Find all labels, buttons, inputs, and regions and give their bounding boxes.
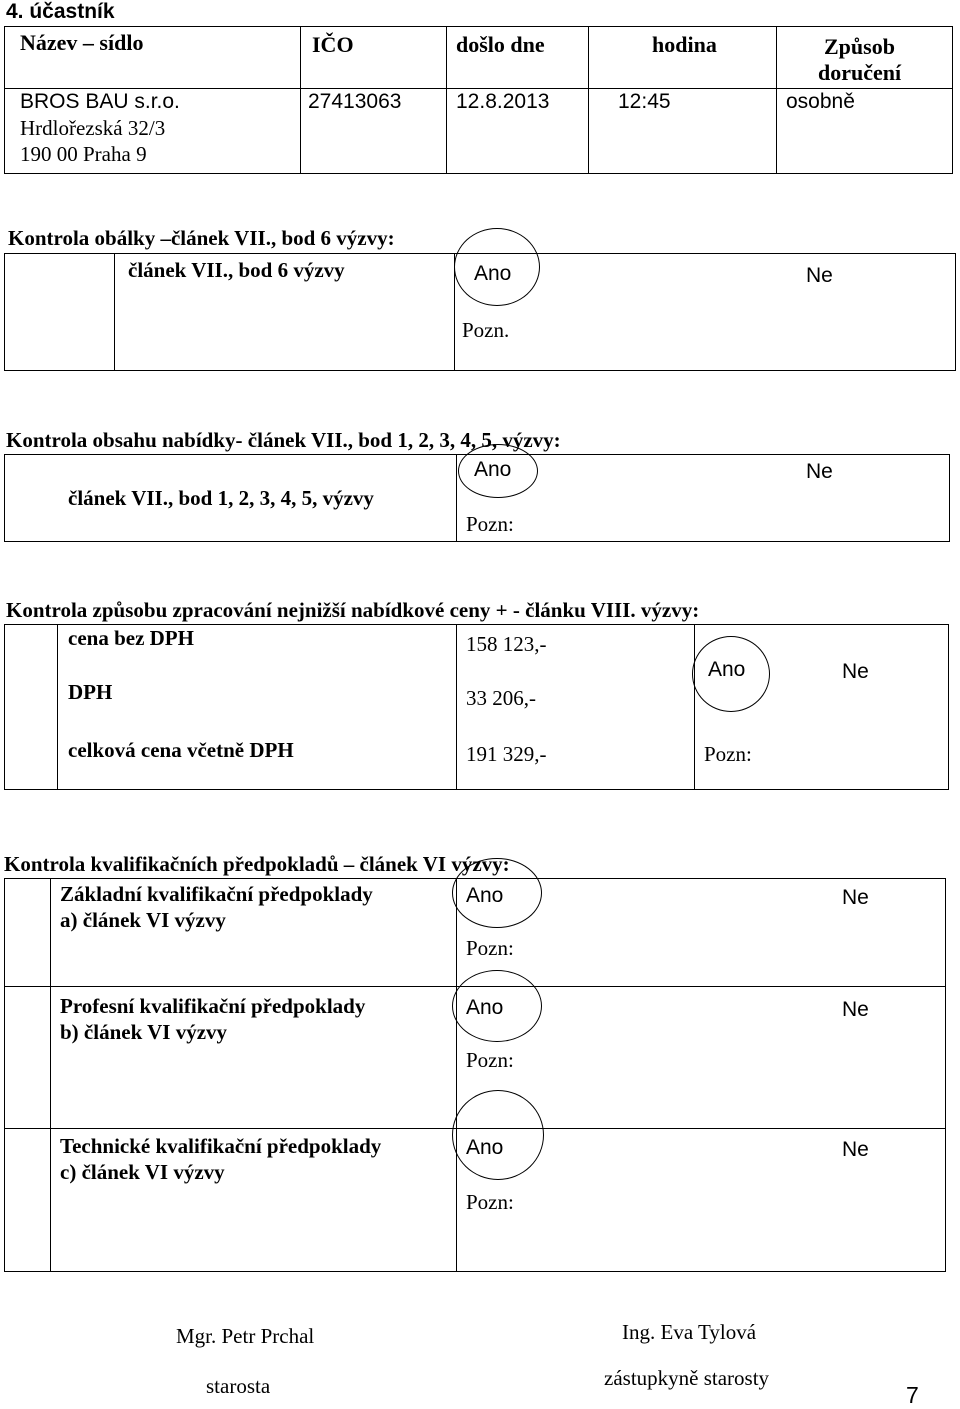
signature-right-role: zástupkyně starosty bbox=[604, 1366, 770, 1390]
content-heading: Kontrola obsahu nabídky- článek VII., bod 1, 2, 3, 4, 5, výzvy: bbox=[6, 428, 561, 452]
price-heading: Kontrola způsobu zpracování nejnižší nabídkové ceny + - článku VIII. výzvy: bbox=[6, 598, 700, 622]
header-name: Název – sídlo bbox=[20, 30, 144, 55]
table-divider bbox=[4, 88, 953, 89]
qualification-row-title: Základní kvalifikační předpoklady bbox=[60, 882, 373, 906]
qualification-note: Pozn: bbox=[466, 1048, 514, 1072]
participant-delivery: osobně bbox=[786, 90, 855, 113]
qualification-yes: Ano bbox=[466, 884, 504, 907]
header-delivery-2: doručení bbox=[818, 60, 902, 85]
qualification-note: Pozn: bbox=[466, 936, 514, 960]
table-divider bbox=[776, 26, 777, 174]
table-divider bbox=[446, 26, 447, 174]
participant-name-line3: 190 00 Praha 9 bbox=[20, 142, 147, 166]
price-row-label: DPH bbox=[68, 680, 113, 704]
header-hour: hodina bbox=[652, 32, 717, 57]
content-yes: Ano bbox=[474, 458, 512, 481]
participant-hour: 12:45 bbox=[618, 90, 671, 113]
table-divider bbox=[588, 26, 589, 174]
price-note: Pozn: bbox=[704, 742, 752, 766]
header-received: došlo dne bbox=[456, 32, 545, 57]
qualification-row-title: Technické kvalifikační předpoklady bbox=[60, 1134, 382, 1158]
table-divider bbox=[456, 454, 457, 542]
content-note: Pozn: bbox=[466, 512, 514, 536]
qualification-row-article: a) článek VI výzvy bbox=[60, 908, 226, 932]
content-label: článek VII., bod 1, 2, 3, 4, 5, výzvy bbox=[68, 486, 374, 510]
participant-name-line1: BROS BAU s.r.o. bbox=[20, 90, 180, 113]
signature-left-name: Mgr. Petr Prchal bbox=[176, 1324, 315, 1348]
envelope-note: Pozn. bbox=[462, 318, 510, 342]
price-row-value: 33 206,- bbox=[466, 686, 536, 710]
participant-name-line2: Hrdlořezská 32/3 bbox=[20, 116, 166, 140]
price-row-value: 158 123,- bbox=[466, 632, 547, 656]
table-divider bbox=[300, 26, 301, 174]
qualification-no: Ne bbox=[842, 998, 869, 1021]
qualification-row-article: c) článek VI výzvy bbox=[60, 1160, 225, 1184]
table-divider bbox=[114, 253, 115, 371]
participant-heading: 4. účastník bbox=[6, 0, 115, 23]
qualification-heading: Kontrola kvalifikačních předpokladů – článek VI výzvy: bbox=[4, 852, 510, 876]
qualification-no: Ne bbox=[842, 886, 869, 909]
price-row-value: 191 329,- bbox=[466, 742, 547, 766]
qualification-row-title: Profesní kvalifikační předpoklady bbox=[60, 994, 366, 1018]
price-row-label: cena bez DPH bbox=[68, 626, 194, 650]
price-yes: Ano bbox=[708, 658, 746, 681]
qualification-yes: Ano bbox=[466, 1136, 504, 1159]
envelope-yes: Ano bbox=[474, 262, 512, 285]
table-divider bbox=[50, 878, 51, 1272]
table-divider bbox=[57, 624, 58, 790]
price-row-label: celková cena včetně DPH bbox=[68, 738, 294, 762]
participant-ico: 27413063 bbox=[308, 90, 402, 113]
table-divider bbox=[456, 624, 457, 790]
selection-circle bbox=[452, 1090, 544, 1180]
qualification-no: Ne bbox=[842, 1138, 869, 1161]
table-divider bbox=[694, 624, 695, 790]
table-divider bbox=[456, 878, 457, 1272]
price-no: Ne bbox=[842, 660, 869, 683]
qualification-yes: Ano bbox=[466, 996, 504, 1019]
envelope-heading: Kontrola obálky –článek VII., bod 6 výzvy: bbox=[8, 226, 395, 250]
envelope-no: Ne bbox=[806, 264, 833, 287]
participant-received: 12.8.2013 bbox=[456, 90, 550, 113]
signature-right-name: Ing. Eva Tylová bbox=[622, 1320, 757, 1344]
signature-left-role: starosta bbox=[206, 1374, 271, 1398]
content-no: Ne bbox=[806, 460, 833, 483]
page-number: 7 bbox=[906, 1382, 919, 1408]
header-delivery-1: Způsob bbox=[824, 34, 895, 59]
envelope-label: článek VII., bod 6 výzvy bbox=[128, 258, 345, 282]
qualification-row-article: b) článek VI výzvy bbox=[60, 1020, 228, 1044]
qualification-note: Pozn: bbox=[466, 1190, 514, 1214]
header-ico: IČO bbox=[312, 32, 354, 57]
